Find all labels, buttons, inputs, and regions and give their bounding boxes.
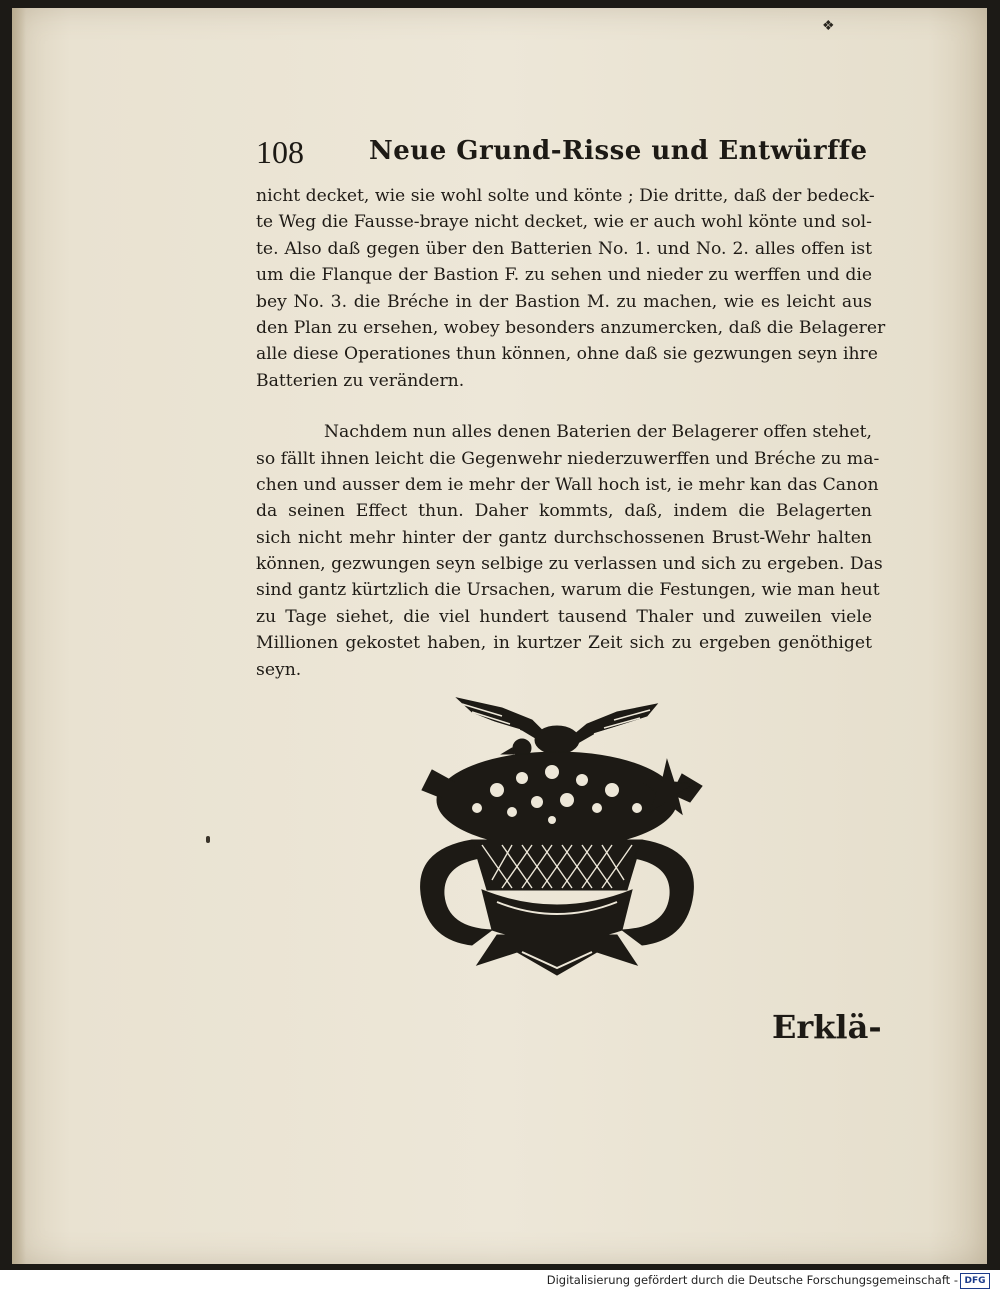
footer-credit: Digitalisierung gefördert durch die Deutsche Forschungsgemeinschaft - bbox=[546, 1273, 958, 1287]
text-line: da seinen Effect thun. Daher kommts, daß, indem die Belagerten bbox=[256, 501, 872, 522]
dfg-logo-icon[interactable]: DFG bbox=[960, 1273, 990, 1289]
paragraph-1 bbox=[256, 183, 886, 394]
text-line: zu Tage siehet, die viel hundert tausend Thaler und zuweilen viele bbox=[256, 606, 872, 627]
woodcut-vignette-icon bbox=[402, 690, 712, 980]
corner-ink-mark: ❖ bbox=[822, 18, 835, 34]
text-line: um die Flanque der Bastion F. zu sehen und nieder zu werffen und die bbox=[256, 265, 872, 286]
text-line: te Weg die Fausse-braye nicht decket, wie er auch wohl könte und sol- bbox=[256, 212, 872, 233]
catchword: Erklä- bbox=[772, 1008, 882, 1046]
text-line: alle diese Operationes thun können, ohne daß sie gezwungen seyn ihre bbox=[256, 344, 878, 365]
text-line: sind gantz kürtzlich die Ursachen, warum die Festungen, wie man heut bbox=[256, 580, 880, 601]
ink-speck bbox=[206, 836, 210, 843]
footer-bar bbox=[0, 1270, 1000, 1291]
text-line: den Plan zu ersehen, wobey besonders anzumercken, daß die Belagerer bbox=[256, 317, 886, 338]
paragraph-2 bbox=[256, 419, 883, 683]
paragraph-gap bbox=[256, 394, 872, 419]
text-line: können, gezwungen seyn selbige zu verlassen und sich zu ergeben. Das bbox=[256, 554, 883, 575]
text-line: chen und ausser dem ie mehr der Wall hoch ist, ie mehr kan das Canon bbox=[256, 474, 879, 495]
body-text bbox=[256, 183, 886, 683]
text-line: bey No. 3. die Bréche in der Bastion M. zu machen, wie es leicht aus bbox=[256, 291, 872, 312]
text-line: sich nicht mehr hinter der gantz durchschossenen Brust-Wehr halten bbox=[256, 527, 872, 548]
text-line: seyn. bbox=[256, 659, 302, 680]
text-line: Nachdem nun alles denen Baterien der Belagerer offen stehet, bbox=[324, 422, 873, 443]
running-title: Neue Grund-Risse und Entwürffe bbox=[369, 136, 868, 166]
page-spine-shadow bbox=[12, 8, 26, 1264]
text-line: te. Also daß gegen über den Batterien No. 1. und No. 2. alles offen ist bbox=[256, 238, 872, 259]
text-line: Batterien zu verändern. bbox=[256, 370, 465, 391]
text-line: so fällt ihnen leicht die Gegenwehr niederzuwerffen und Bréche zu ma- bbox=[256, 448, 880, 469]
text-line: Millionen gekostet haben, in kurtzer Zeit sich zu ergeben genöthiget bbox=[256, 633, 872, 654]
text-line: nicht decket, wie sie wohl solte und könte ; Die dritte, daß der bedeck- bbox=[256, 186, 875, 206]
page-header bbox=[256, 128, 876, 178]
page-number: 108 bbox=[256, 134, 304, 170]
